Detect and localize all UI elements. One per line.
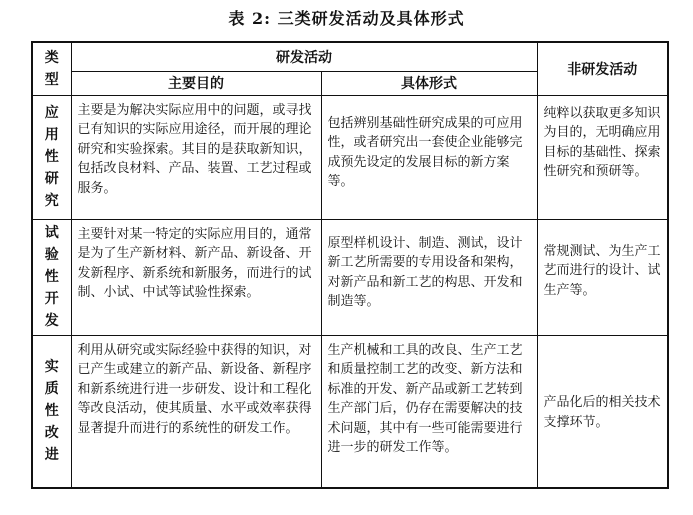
row-purpose: 主要是为解决实际应用中的问题，或寻找已有知识的实际应用途径，而开展的理论研究和实验探索。其目的是获取新知识，包括改良材料、产品、装置、工艺过程或服务。 (71, 95, 321, 219)
header-purpose: 主要目的 (71, 71, 321, 95)
row-form: 原型样机设计、制造、测试，设计新工艺所需要的专用设备和架构，对新产品和新工艺的构思、开发和制造等。 (321, 219, 537, 335)
row-non-rd: 常规测试、为生产工艺而进行的设计、试生产等。 (537, 219, 668, 335)
header-non-rd: 非研发活动 (537, 42, 668, 95)
table-row (32, 95, 668, 219)
header-rd-group: 研发活动 (71, 42, 537, 71)
row-form: 生产机械和工具的改良、生产工艺和质量控制工艺的改变、新方法和标准的开发、新产品或新工艺转到生产部门后，仍存在需要解决的技术问题，其中有一些可能需要进行进一步的研发工作等。 (321, 335, 537, 488)
header-form: 具体形式 (321, 71, 537, 95)
row-type-experimental: 试验性开发 (32, 219, 71, 335)
row-non-rd: 产品化后的相关技术支撑环节。 (537, 335, 668, 488)
row-purpose: 利用从研究或实际经验中获得的知识，对已产生或建立的新产品、新设备、新程序和新系统进行进一步研发、设计和工程化等改良活动，使其质量、水平或效率获得显著提升而进行的系统性的研发工作。 (71, 335, 321, 488)
table-caption: 表 2: 三类研发活动及具体形式 (228, 9, 465, 28)
row-non-rd: 纯粹以获取更多知识为目的，无明确应用目标的基础性、探索性研究和预研等。 (537, 95, 668, 219)
header-type: 类型 (32, 42, 71, 95)
table-row (32, 335, 668, 488)
row-type-applied: 应用性研究 (32, 95, 71, 219)
table-row (32, 219, 668, 335)
rd-activities-table (31, 41, 669, 489)
row-form: 包括辨别基础性研究成果的可应用性，或者研究出一套使企业能够完成预先设定的发展目标的新方案等。 (321, 95, 537, 219)
row-type-substantial: 实质性改进 (32, 335, 71, 488)
row-purpose: 主要针对某一特定的实际应用目的，通常是为了生产新材料、新产品、新设备、开发新程序、新系统和新服务，而进行的试制、小试、中试等试验性探索。 (71, 219, 321, 335)
